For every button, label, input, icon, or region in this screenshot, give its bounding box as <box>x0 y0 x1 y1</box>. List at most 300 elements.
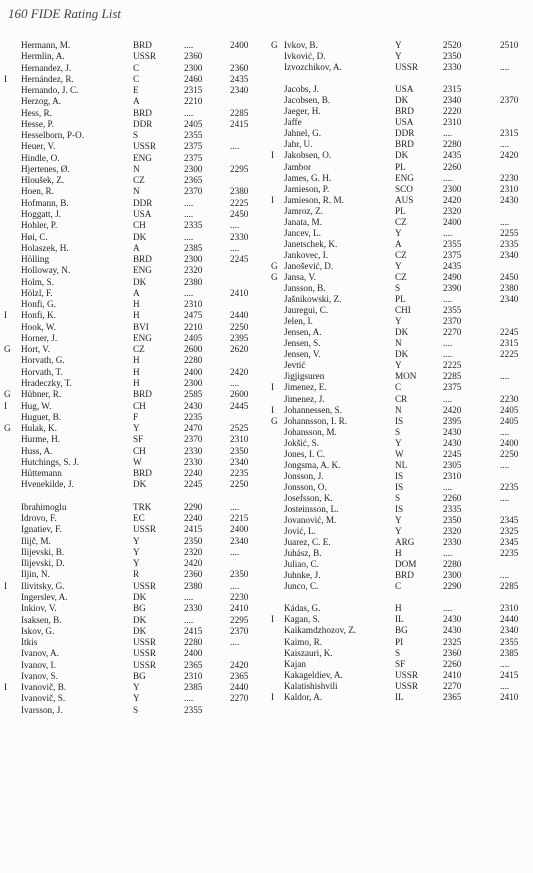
table-row <box>270 51 533 62</box>
player-name: Jones, I. C. <box>284 448 326 459</box>
player-name: Kaiszauri, K. <box>284 647 333 658</box>
rating-1: 2375 <box>443 382 462 393</box>
player-name: Juarez, C. E. <box>284 537 331 548</box>
rating-1: 2430 <box>184 400 203 411</box>
table-row <box>270 537 533 548</box>
table-row <box>2 693 266 704</box>
table-row <box>270 150 533 161</box>
rating-2: 2400 <box>230 40 249 50</box>
federation: ARG <box>395 537 415 548</box>
rating-1: 2600 <box>184 344 203 355</box>
rating-2: 2405 <box>500 415 519 426</box>
player-name: Hradeczky, T. <box>21 377 72 388</box>
rating-2: 2335 <box>500 238 519 249</box>
player-name: Hesselborn, P-O. <box>21 130 85 141</box>
federation: PI <box>395 636 404 647</box>
rating-2: 2230 <box>500 172 519 183</box>
rating-1: .... <box>184 287 194 298</box>
rating-1: 2260 <box>443 161 462 172</box>
player-name: Horvath, T. <box>21 366 63 377</box>
federation: S <box>395 647 401 658</box>
player-name: Janata, M. <box>284 216 323 227</box>
player-name: Hölzl, F. <box>21 287 53 298</box>
rating-2: 2410 <box>500 691 519 702</box>
player-name: Jaeger, H. <box>284 106 321 117</box>
federation: C <box>395 581 402 592</box>
player-name: Jambor <box>284 161 312 172</box>
table-row <box>270 382 533 393</box>
rating-2: 2620 <box>230 344 249 355</box>
rating-1: .... <box>184 693 194 704</box>
table-row <box>270 184 533 195</box>
federation: CZ <box>395 271 407 282</box>
table-row <box>2 637 266 648</box>
rating-2: 2440 <box>500 614 519 625</box>
player-name: Kakageldiev, A. <box>284 669 343 680</box>
section-gap <box>2 491 266 502</box>
rating-1: 2380 <box>184 580 203 591</box>
federation: H <box>395 603 402 614</box>
federation: DK <box>395 349 409 360</box>
rating-2: 2255 <box>500 227 519 238</box>
federation: Y <box>133 682 140 693</box>
federation: F <box>133 411 139 422</box>
table-row <box>270 614 533 625</box>
rating-2: .... <box>230 501 240 512</box>
rating-2: 2270 <box>230 693 249 704</box>
rating-2: .... <box>230 546 240 557</box>
federation: DDR <box>395 128 415 139</box>
rating-2: .... <box>500 216 510 227</box>
rating-1: 2300 <box>184 254 203 265</box>
table-row <box>2 310 266 321</box>
federation: Y <box>395 515 402 526</box>
rating-1: 2300 <box>184 62 203 73</box>
rating-1: 2520 <box>443 40 462 50</box>
player-name: Jansa, V. <box>284 271 317 282</box>
player-name: Jonsson, O. <box>284 481 327 492</box>
title-marker: I <box>4 310 8 321</box>
title-marker: I <box>271 194 275 205</box>
table-row <box>270 681 533 692</box>
rating-1: .... <box>443 172 453 183</box>
rating-2: 2405 <box>500 404 519 415</box>
player-name: Honfi, K. <box>21 310 56 321</box>
player-name: Jahr, U. <box>284 139 313 150</box>
table-row <box>2 164 266 175</box>
rating-1: .... <box>184 592 194 603</box>
player-name: Jensen, S. <box>284 338 321 349</box>
table-row <box>2 265 266 276</box>
federation: USSR <box>133 659 156 670</box>
player-name: Ingerslev, A. <box>21 592 68 603</box>
title-marker: I <box>271 382 275 393</box>
federation: DOM <box>395 559 417 570</box>
player-name: Hoggatt, J. <box>21 208 62 219</box>
player-name: Jelen, I. <box>284 316 313 327</box>
federation: USSR <box>133 141 156 152</box>
player-name: Juhnke, J. <box>284 570 321 581</box>
federation: USA <box>133 208 152 219</box>
title-marker: I <box>271 150 275 161</box>
table-row <box>2 85 266 96</box>
federation: Y <box>133 693 140 704</box>
rating-2: .... <box>230 377 240 388</box>
player-name: Ivanov, S. <box>21 670 58 681</box>
table-row <box>270 692 533 703</box>
rating-1: 2335 <box>184 220 203 231</box>
rating-1: 2300 <box>443 183 462 194</box>
rating-1: 2360 <box>184 51 203 62</box>
rating-1: 2310 <box>184 670 203 681</box>
rating-2: 2400 <box>230 524 249 535</box>
title-marker: G <box>271 271 278 282</box>
table-row <box>270 548 533 559</box>
rating-1: 2370 <box>184 186 203 197</box>
rating-1: 2235 <box>184 411 203 422</box>
player-name: Jamroz, Z. <box>284 205 324 216</box>
player-name: Hübner, R. <box>21 389 62 400</box>
right-column <box>270 40 533 703</box>
federation: S <box>395 426 401 437</box>
rating-1: 2430 <box>443 614 462 625</box>
federation: NL <box>395 459 408 470</box>
table-row <box>2 389 266 400</box>
table-row <box>270 261 533 272</box>
table-row <box>270 305 533 316</box>
rating-2: 2315 <box>500 128 519 139</box>
table-row <box>2 479 266 490</box>
rating-1: 2415 <box>184 524 203 535</box>
player-name: Hook, W. <box>21 321 56 332</box>
rating-1: 2245 <box>184 479 203 490</box>
rating-1: 2305 <box>443 459 462 470</box>
table-row <box>270 581 533 592</box>
federation: DK <box>395 150 409 161</box>
rating-1: 2330 <box>443 537 462 548</box>
title-marker: I <box>4 580 8 591</box>
table-row <box>270 570 533 581</box>
federation: Y <box>133 535 140 546</box>
federation: DK <box>395 95 409 106</box>
player-name: Huguet, B. <box>21 411 62 422</box>
federation: CR <box>395 393 408 404</box>
federation: A <box>133 242 140 253</box>
player-name: Jimenez, J. <box>284 393 325 404</box>
rating-1: 2310 <box>184 299 203 310</box>
rating-2: 2435 <box>230 73 249 84</box>
table-row <box>270 493 533 504</box>
table-row <box>2 130 266 141</box>
player-name: Jamieson, P. <box>284 183 330 194</box>
rating-2: 2440 <box>230 682 249 693</box>
table-row <box>2 288 266 299</box>
table-row <box>270 294 533 305</box>
rating-1: 2240 <box>184 513 203 524</box>
rating-1: 2430 <box>443 625 462 636</box>
rating-1: 2375 <box>184 152 203 163</box>
rating-1: 2320 <box>443 205 462 216</box>
table-row <box>2 457 266 468</box>
rating-1: 2460 <box>184 73 203 84</box>
rating-1: 2320 <box>184 265 203 276</box>
federation: S <box>395 283 401 294</box>
player-name: Johannessen, S. <box>284 404 342 415</box>
federation: BG <box>133 670 146 681</box>
player-name: Herzog, A. <box>21 96 62 107</box>
rating-2: 2445 <box>230 400 249 411</box>
table-row <box>270 106 533 117</box>
player-name: Hofmann, B. <box>21 197 69 208</box>
federation: IL <box>395 691 404 702</box>
player-name: Ivanov, I. <box>21 659 56 670</box>
rating-1: 2325 <box>443 636 462 647</box>
rating-1: 2210 <box>184 96 203 107</box>
table-row <box>2 536 266 547</box>
player-name: Ilivitsky, G. <box>21 580 65 591</box>
rating-2: 2225 <box>500 349 519 360</box>
rating-1: 2315 <box>443 84 462 95</box>
rating-2: 2340 <box>500 625 519 636</box>
rating-2: .... <box>230 220 240 231</box>
federation: CZ <box>133 344 145 355</box>
federation: H <box>133 310 140 321</box>
player-name: Ivanovič, B. <box>21 682 67 693</box>
table-row <box>2 186 266 197</box>
player-name: James, G. H. <box>284 172 332 183</box>
table-row <box>2 705 266 716</box>
rating-1: 2405 <box>184 332 203 343</box>
player-name: Juliao, C. <box>284 559 319 570</box>
federation: H <box>395 548 402 559</box>
rating-2: 2215 <box>230 513 249 524</box>
rating-2: 2415 <box>230 118 249 129</box>
federation: Y <box>133 546 140 557</box>
table-row <box>270 173 533 184</box>
table-row <box>270 349 533 360</box>
table-row <box>270 637 533 648</box>
federation: DK <box>133 276 147 287</box>
federation: A <box>133 96 140 107</box>
federation: BRD <box>133 389 152 400</box>
title-marker: G <box>271 260 278 271</box>
federation: BG <box>395 625 408 636</box>
title-marker: I <box>4 400 8 411</box>
rating-2: .... <box>230 242 240 253</box>
federation: USA <box>395 117 414 128</box>
table-row <box>2 40 266 51</box>
table-row <box>2 558 266 569</box>
player-name: Hulak, K. <box>21 423 57 434</box>
player-name: Ivković, D. <box>284 51 326 62</box>
table-row <box>270 139 533 150</box>
rating-2: .... <box>500 62 510 73</box>
federation: DDR <box>133 197 153 208</box>
federation: Y <box>395 51 402 62</box>
rating-1: 2225 <box>443 360 462 371</box>
player-name: Juhász, B. <box>284 548 322 559</box>
rating-2: 2235 <box>500 481 519 492</box>
rating-1: 2375 <box>443 249 462 260</box>
table-row <box>2 468 266 479</box>
rating-1: 2355 <box>443 305 462 316</box>
player-name: Hort, V. <box>21 344 51 355</box>
rating-1: 2320 <box>443 526 462 537</box>
federation: DDR <box>133 118 153 129</box>
federation: BRD <box>133 254 152 265</box>
player-name: Jašnikowski, Z. <box>284 294 342 305</box>
federation: SF <box>133 434 144 445</box>
table-row <box>270 239 533 250</box>
rating-2: 2295 <box>230 614 249 625</box>
title-marker: G <box>271 415 278 426</box>
rating-1: 2330 <box>443 62 462 73</box>
federation: MON <box>395 371 417 382</box>
table-row <box>2 434 266 445</box>
rating-1: 2260 <box>443 658 462 669</box>
federation: PL <box>395 294 406 305</box>
player-name: Hesse, P. <box>21 118 54 129</box>
table-row <box>270 250 533 261</box>
player-name: Jovanović, M. <box>284 515 337 526</box>
federation: TRK <box>133 501 152 512</box>
federation: USA <box>395 84 414 95</box>
player-name: Iskov, G. <box>21 625 55 636</box>
player-name: Kaldor, A. <box>284 691 323 702</box>
player-name: Idrovo, F. <box>21 513 57 524</box>
rating-1: 2260 <box>443 492 462 503</box>
federation: Y <box>395 360 402 371</box>
federation: ENG <box>133 265 152 276</box>
title-marker: G <box>4 423 11 434</box>
rating-1: 2430 <box>443 437 462 448</box>
federation: USSR <box>395 680 418 691</box>
rating-2: 2340 <box>230 85 249 96</box>
federation: CZ <box>395 249 407 260</box>
federation: N <box>133 163 140 174</box>
rating-2: 2440 <box>230 310 249 321</box>
player-name: Horvath, G. <box>21 355 65 366</box>
rating-1: 2430 <box>443 426 462 437</box>
player-name: Ivanov, A. <box>21 648 59 659</box>
player-name: Inkiov, V. <box>21 603 57 614</box>
rating-1: 2350 <box>443 51 462 62</box>
rating-1: 2385 <box>184 682 203 693</box>
federation: BG <box>133 603 146 614</box>
table-row <box>2 63 266 74</box>
rating-1: .... <box>443 227 453 238</box>
rating-1: 2380 <box>184 276 203 287</box>
table-row <box>2 569 266 580</box>
title-marker: G <box>271 40 278 50</box>
table-row <box>2 660 266 671</box>
rating-2: 2355 <box>500 636 519 647</box>
federation: W <box>395 448 404 459</box>
title-marker: G <box>4 389 11 400</box>
federation: A <box>395 238 402 249</box>
table-row <box>2 119 266 130</box>
player-name: Ivarsson, J. <box>21 704 63 715</box>
player-name: Johannsson, I. R. <box>284 415 348 426</box>
rating-2: .... <box>500 658 510 669</box>
rating-1: .... <box>443 603 453 614</box>
table-row <box>270 438 533 449</box>
table-row <box>270 40 533 51</box>
table-row <box>270 670 533 681</box>
table-row <box>2 96 266 107</box>
table-row <box>270 625 533 636</box>
federation: Y <box>133 423 140 434</box>
player-name: Kádas, G. <box>284 603 321 614</box>
rating-1: 2280 <box>443 559 462 570</box>
player-name: Jigjigsuren <box>284 371 325 382</box>
rating-1: .... <box>184 40 194 50</box>
rating-1: 2420 <box>184 558 203 569</box>
table-row <box>2 412 266 423</box>
rating-2: 2420 <box>230 659 249 670</box>
table-row <box>2 299 266 310</box>
rating-1: 2360 <box>443 647 462 658</box>
table-row <box>270 195 533 206</box>
table-row <box>270 659 533 670</box>
player-name: Hutchings, S. J. <box>21 456 79 467</box>
rating-1: 2300 <box>184 377 203 388</box>
player-name: Holloway, N. <box>21 265 71 276</box>
federation: IL <box>395 614 404 625</box>
player-name: Hess, R. <box>21 107 52 118</box>
table-row <box>270 283 533 294</box>
table-row <box>2 603 266 614</box>
rating-1: 2280 <box>184 637 203 648</box>
player-name: Hurme, H. <box>21 434 61 445</box>
table-row <box>2 209 266 220</box>
federation: Y <box>395 260 402 271</box>
federation: S <box>395 492 401 503</box>
rating-2: 2360 <box>230 62 249 73</box>
player-name: Honfi, G. <box>21 299 56 310</box>
table-row <box>270 338 533 349</box>
table-row <box>2 220 266 231</box>
rating-1: 2375 <box>184 141 203 152</box>
player-name: Hernández, R. <box>21 73 74 84</box>
player-name: Kalatishishvili <box>284 680 338 691</box>
player-name: Jankovec, I. <box>284 249 329 260</box>
federation: IS <box>395 481 404 492</box>
rating-2: 2345 <box>500 515 519 526</box>
player-name: Holaszek, H. <box>21 242 69 253</box>
table-row <box>2 322 266 333</box>
table-row <box>270 648 533 659</box>
federation: USSR <box>133 51 156 62</box>
rating-2: 2235 <box>500 548 519 559</box>
rating-1: 2365 <box>443 691 462 702</box>
player-name: Huss, A. <box>21 445 53 456</box>
rating-1: 2340 <box>443 95 462 106</box>
table-row <box>2 333 266 344</box>
federation: C <box>133 73 140 84</box>
rating-1: 2330 <box>184 456 203 467</box>
table-row <box>270 162 533 173</box>
section-gap <box>270 73 533 84</box>
rating-1: 2365 <box>184 175 203 186</box>
federation: C <box>133 62 140 73</box>
federation: BRD <box>395 106 414 117</box>
federation: USSR <box>133 524 156 535</box>
table-row <box>270 526 533 537</box>
rating-1: 2415 <box>184 625 203 636</box>
player-name: Josefsson, K. <box>284 492 333 503</box>
player-name: Jakobsen, O. <box>284 150 332 161</box>
